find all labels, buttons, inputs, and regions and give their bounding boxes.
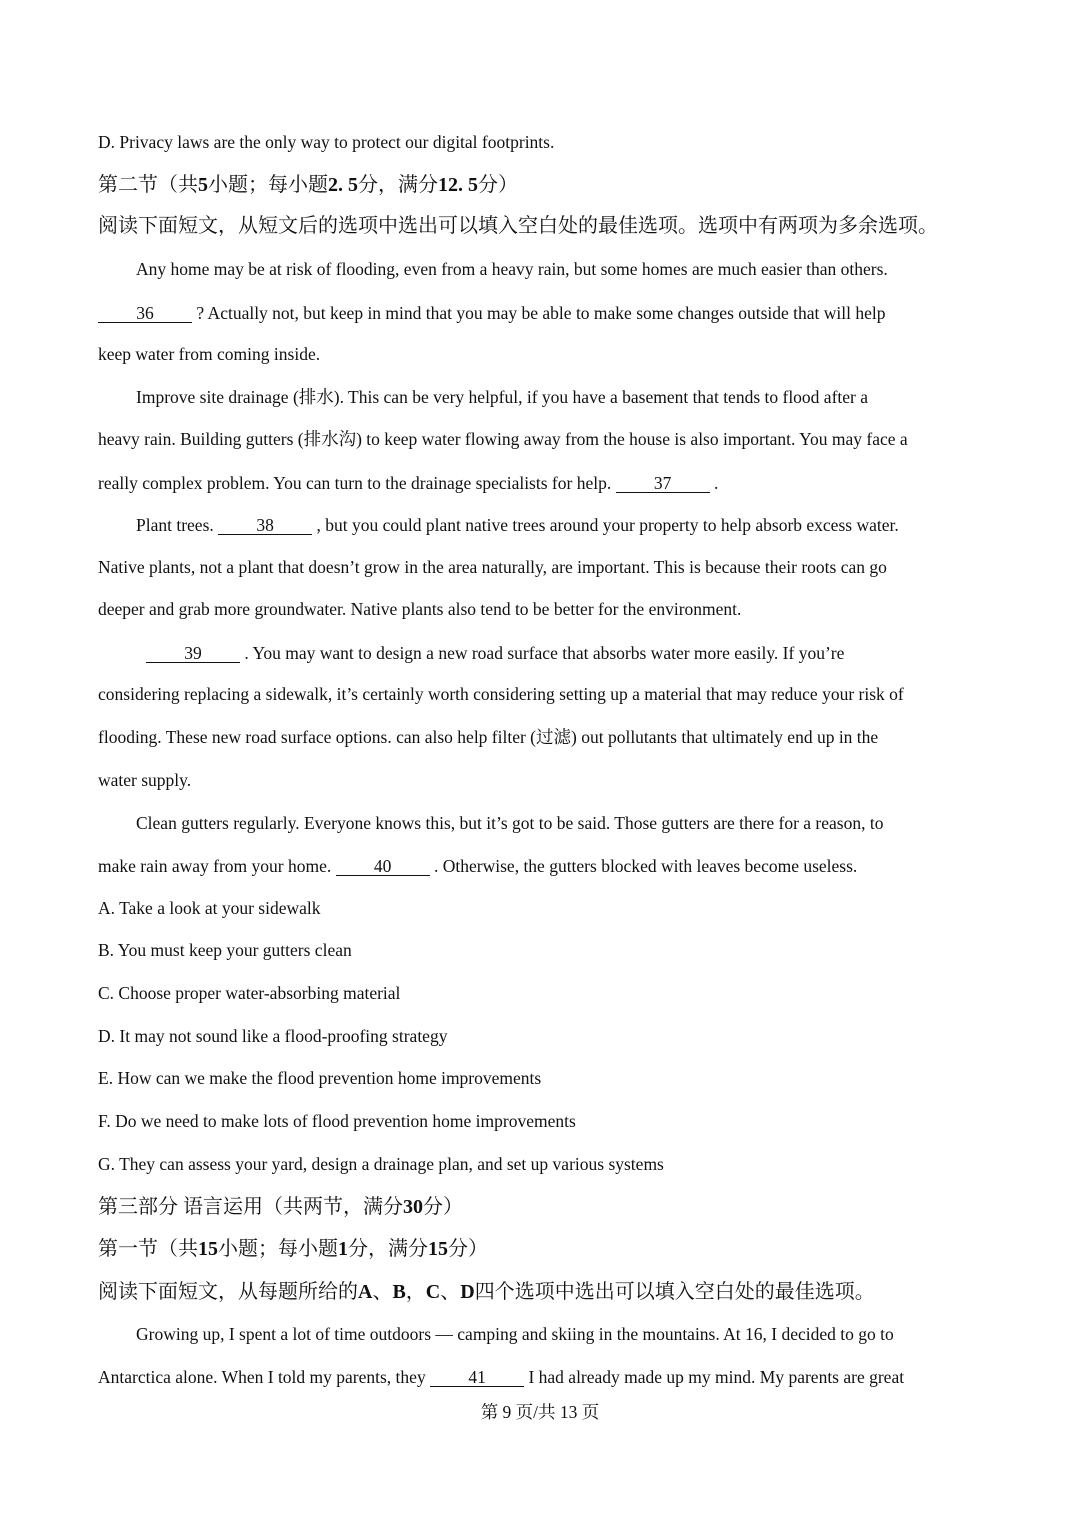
blank-36: 36: [98, 304, 192, 323]
part3-heading: 第三部分 语言运用（共两节，满分30分）: [98, 1196, 463, 1218]
option-g: G. They can assess your yard, design a drainage plan, and set up various systems: [98, 1154, 664, 1174]
passage-line: heavy rain. Building gutters (排水沟) to keep water flowing away from the house is also important. You may face a: [98, 429, 908, 449]
blank-39: 39: [146, 644, 240, 663]
part3-instruction: 阅读下面短文，从每题所给的A、B，C、D四个选项中选出可以填入空白处的最佳选项。: [98, 1281, 875, 1303]
blank-41: 41: [430, 1368, 524, 1387]
passage-line: deeper and grab more groundwater. Native plants also tend to be better for the environment.: [98, 599, 742, 619]
passage-line: really complex problem. You can turn to the drainage specialists for help. 37 .: [98, 473, 719, 493]
passage-line: make rain away from your home. 40 . Otherwise, the gutters blocked with leaves become useless.: [98, 856, 858, 876]
passage-line: Improve site drainage (排水). This can be very helpful, if you have a basement that tends to flood after a: [136, 387, 869, 407]
passage-line: Native plants, not a plant that doesn’t grow in the area naturally, are important. This is because their roots can go: [98, 557, 887, 577]
option-f: F. Do we need to make lots of flood prevention home improvements: [98, 1111, 576, 1131]
passage-line: keep water from coming inside.: [98, 344, 321, 364]
option-e: E. How can we make the flood prevention home improvements: [98, 1068, 542, 1088]
passage2-line: Growing up, I spent a lot of time outdoors — camping and skiing in the mountains. At 16, I decided to go to: [136, 1324, 894, 1344]
passage-line: flooding. These new road surface options. can also help filter (过滤) out pollutants that ultimately end up in the: [98, 727, 879, 747]
blank-40: 40: [336, 857, 430, 876]
passage-line: Plant trees. 38 , but you could plant native trees around your property to help absorb excess water.: [136, 515, 899, 535]
passage-line: 36 ? Actually not, but keep in mind that you may be able to make some changes outside that will help: [98, 304, 886, 323]
option-c: C. Choose proper water-absorbing material: [98, 983, 401, 1003]
option-b: B. You must keep your gutters clean: [98, 940, 352, 960]
page-footer: 第 9 页/共 13 页: [480, 1402, 600, 1422]
blank-37: 37: [616, 474, 710, 493]
passage-line: Clean gutters regularly. Everyone knows this, but it’s got to be said. Those gutters are there for a reason, to: [136, 813, 884, 833]
option-d: D. It may not sound like a flood-proofing strategy: [98, 1026, 448, 1046]
passage-line: 39 . You may want to design a new road surface that absorbs water more easily. If you’re: [146, 644, 844, 663]
passage2-line: Antarctica alone. When I told my parents, they 41 I had already made up my mind. My parents are great: [98, 1367, 905, 1387]
passage-line: water supply.: [98, 770, 192, 790]
option-a: A. Take a look at your sidewalk: [98, 898, 321, 918]
section2-heading: 第二节（共5小题；每小题2. 5分，满分12. 5分）: [98, 174, 518, 196]
previous-option-d: D. Privacy laws are the only way to protect our digital footprints.: [98, 132, 555, 152]
part3-section1-heading: 第一节（共15小题；每小题1分，满分15分）: [98, 1238, 488, 1260]
section2-instruction: 阅读下面短文，从短文后的选项中选出可以填入空白处的最佳选项。选项中有两项为多余选项。: [98, 215, 938, 237]
passage-line: considering replacing a sidewalk, it’s certainly worth considering setting up a material that may reduce your risk of: [98, 684, 904, 704]
passage-line: Any home may be at risk of flooding, even from a heavy rain, but some homes are much easier than others.: [136, 259, 888, 279]
blank-38: 38: [218, 516, 312, 535]
